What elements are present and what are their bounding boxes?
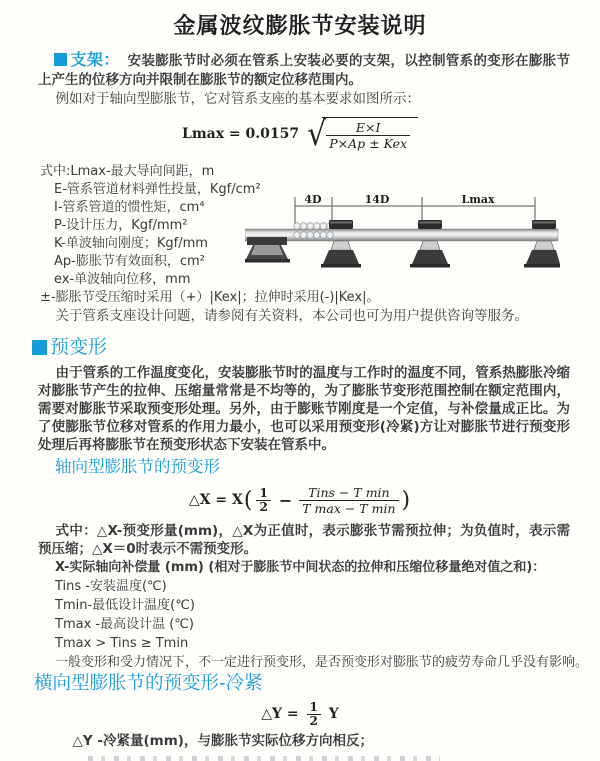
paren-close: ) bbox=[401, 487, 411, 513]
dim-label-14d: 14D bbox=[364, 193, 390, 206]
axial-subsection-header: 轴向型膨胀节的预变形 bbox=[55, 457, 220, 476]
section-square-icon bbox=[54, 53, 67, 66]
dim-label-lmax: Lmax bbox=[461, 193, 495, 206]
support-paragraph bbox=[38, 50, 570, 90]
half-denominator: 2 bbox=[307, 714, 321, 728]
fraction-denominator: P×Ap ± Kex bbox=[326, 135, 410, 151]
lateral-formula bbox=[0, 698, 600, 730]
variable-line: Ap-膨胀节有效面积，cm² bbox=[54, 254, 205, 269]
temperature-fraction bbox=[299, 485, 398, 516]
fraction bbox=[326, 120, 410, 151]
radical-sign: √ bbox=[307, 114, 327, 154]
variable-line: P-设计压力，Kgf/mm² bbox=[54, 218, 188, 233]
definition-line: Tmax -最高设计温 (℃) bbox=[55, 617, 194, 632]
predeform-paragraph: 由于管系的工作温度变化，安装膨胀节时的温度与工作时的温度不同，管系热膨胀冷缩对膨胀节产生的拉伸、压缩量常常是不均等的，为了膨胀节变形范围控制在额定范围内，需要对膨胀节采取预变形处理。另外，由于膨账节刚度是一个定值，与补偿量成正比。为了使膨胀节位移对管系的作用力最小，也可以采用预变形(冷紧)方让对膨胀节进行预变形处理后再将膨胀节在预变形状态下安装在管系中。 bbox=[38, 365, 570, 453]
variable-line: ex-单波轴向位移，mm bbox=[54, 272, 191, 287]
anchor-support bbox=[245, 237, 290, 263]
document-page bbox=[0, 12, 600, 761]
lateral-formula-lhs: △Y = bbox=[261, 706, 304, 722]
page-title: 金属波纹膨胀节安装说明 bbox=[173, 14, 427, 39]
temp-denominator: T max − T min bbox=[299, 500, 398, 516]
predeform-header-label: 预变形 bbox=[50, 336, 108, 358]
cutoff-text-sliver bbox=[88, 756, 440, 761]
half-denominator: 2 bbox=[256, 500, 270, 514]
half-numerator: 1 bbox=[259, 485, 268, 500]
variable-line: K-单波轴向刚度；Kgf/mm bbox=[54, 236, 208, 251]
definition-line: Tins -安装温度(℃) bbox=[55, 579, 167, 594]
variable-line: E-管系管道材料弹性投量，Kgf/cm² bbox=[54, 182, 261, 197]
support-note: 关于管系支座设计问题，请参阅有关资料，本公司也可为用户提供咨询等服务。 bbox=[55, 308, 529, 324]
axial-formula bbox=[0, 480, 600, 520]
dim-label-4d: 4D bbox=[304, 193, 322, 206]
fraction-numerator: E×I bbox=[355, 120, 381, 135]
pipe bbox=[245, 229, 558, 241]
support-example-line: 例如对于轴向型膨胀节，它对管系支座的基本要求如图所示： bbox=[55, 91, 421, 107]
radicand bbox=[322, 117, 418, 151]
axial-formula-lhs: △X = X bbox=[188, 492, 243, 508]
guide-support bbox=[524, 220, 560, 268]
axial-explain: 式中：△X-预变形量(mm)，△X为正值时，表示膨张节需预拉伸；为负值时，表示需预压缩；△X＝0时表示不需预变形。 bbox=[38, 523, 570, 557]
support-intro-text: 安装膨胀节时必须在管系上安装必要的支架，以控制管系的变形在膨胀节上产生的位移方向并限制在膨胀节的额定位移范围内。 bbox=[38, 53, 570, 88]
formula-lhs: Lmax = 0.0157 bbox=[181, 126, 300, 142]
guide-support bbox=[410, 220, 450, 268]
minus-sign: − bbox=[278, 490, 293, 510]
temp-numerator: Tins − T min bbox=[308, 484, 390, 500]
half-fraction bbox=[307, 701, 321, 728]
definition-line: Tmax > Tins ≥ Tmin bbox=[55, 636, 189, 651]
axial-definitions bbox=[55, 558, 600, 672]
predeform-section-header bbox=[32, 334, 600, 360]
section-square-icon bbox=[32, 340, 47, 355]
half-fraction bbox=[256, 487, 270, 514]
lateral-line: △Y -冷紧量(mm)，与膨胀节实际位移方向相反； bbox=[72, 733, 373, 749]
definition-line: Tmin-最低设计温度(℃) bbox=[55, 598, 195, 613]
variable-line: 式中:Lmax-最大导向间距，m bbox=[40, 164, 215, 179]
pipe-support-diagram bbox=[245, 193, 560, 283]
paren-open: ( bbox=[243, 487, 253, 513]
definition-line: X-实际轴向补偿量 (mm) (相对于膨胀节中间状态的拉伸和压缩位移量绝对值之和)： bbox=[55, 560, 546, 575]
definition-line: 一般变形和受力情况下，不一定进行预变形，是否预变形对膨胀节的疲劳寿命几乎没有影响。 bbox=[55, 655, 589, 670]
variable-line: I-管系管道的惯性矩，cm⁴ bbox=[54, 200, 205, 215]
plusminus-note: ±-膨胀节受压缩时采用（+）|Kex|；拉伸时采用(-)|Kex|。 bbox=[40, 290, 380, 305]
variables-block bbox=[40, 163, 600, 289]
lateral-subsection-header: 横向型膨胀节的预变形-冷紧 bbox=[34, 673, 263, 694]
lmax-formula bbox=[0, 113, 600, 155]
lateral-formula-rhs: Y bbox=[323, 706, 339, 722]
half-numerator: 1 bbox=[309, 699, 318, 714]
support-section-label: 支架： bbox=[70, 50, 120, 69]
